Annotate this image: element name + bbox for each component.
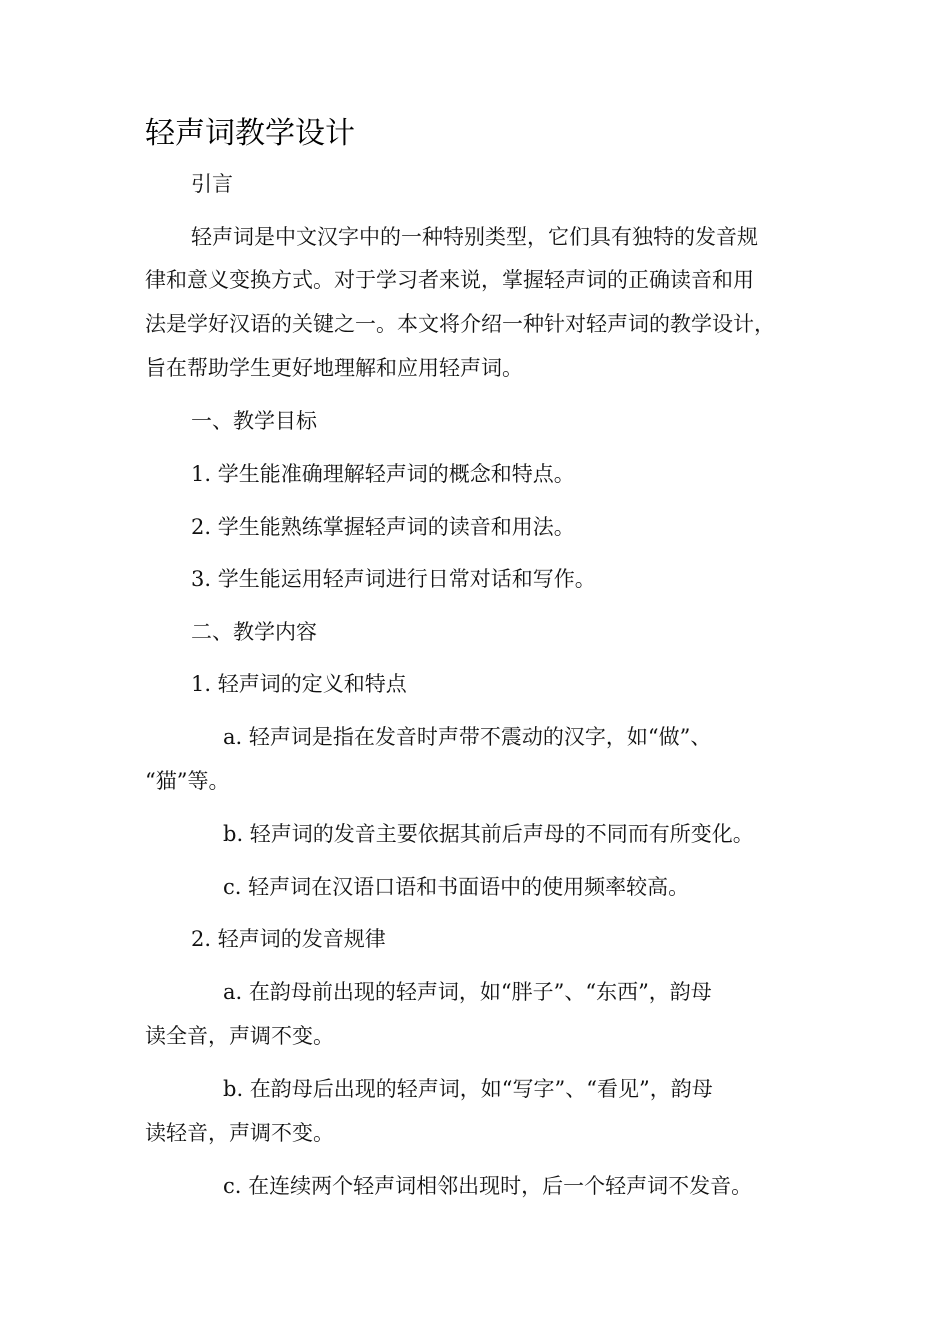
objective-item: 1. 学生能准确理解轻声词的概念和特点。 (191, 462, 575, 486)
pronunciation-point-b: b. 在韵母后出现的轻声词，如“写字”、“看见”，韵母 (223, 1077, 713, 1101)
objective-item: 2. 学生能熟练掌握轻声词的读音和用法。 (191, 515, 575, 539)
definition-point-a: a. 轻声词是指在发音时声带不震动的汉字，如“做”、 (223, 725, 712, 749)
document-title: 轻声词教学设计 (145, 116, 355, 151)
definition-point-a-continued: “猫”等。 (145, 769, 230, 793)
definition-point-b: b. 轻声词的发音主要依据其前后声母的不同而有所变化。 (223, 822, 754, 846)
intro-heading: 引言 (191, 172, 233, 196)
intro-paragraph-line: 法是学好汉语的关键之一。本文将介绍一种针对轻声词的教学设计， (145, 312, 775, 336)
pronunciation-point-b-continued: 读轻音，声调不变。 (145, 1121, 334, 1145)
intro-paragraph-line: 旨在帮助学生更好地理解和应用轻声词。 (145, 356, 523, 380)
pronunciation-point-a-continued: 读全音，声调不变。 (145, 1024, 334, 1048)
objective-item: 3. 学生能运用轻声词进行日常对话和写作。 (191, 567, 596, 591)
section-heading-content: 二、教学内容 (191, 620, 317, 644)
pronunciation-point-a: a. 在韵母前出现的轻声词，如“胖子”、“东西”，韵母 (223, 980, 712, 1004)
intro-paragraph-line: 律和意义变换方式。对于学习者来说，掌握轻声词的正确读音和用 (145, 268, 754, 292)
subsection-heading-definition: 1. 轻声词的定义和特点 (191, 672, 407, 696)
pronunciation-point-c: c. 在连续两个轻声词相邻出现时，后一个轻声词不发音。 (223, 1174, 753, 1198)
intro-paragraph-line: 轻声词是中文汉字中的一种特别类型，它们具有独特的发音规 (191, 225, 758, 249)
subsection-heading-pronunciation: 2. 轻声词的发音规律 (191, 927, 386, 951)
definition-point-c: c. 轻声词在汉语口语和书面语中的使用频率较高。 (223, 875, 690, 899)
section-heading-objectives: 一、教学目标 (191, 409, 317, 433)
